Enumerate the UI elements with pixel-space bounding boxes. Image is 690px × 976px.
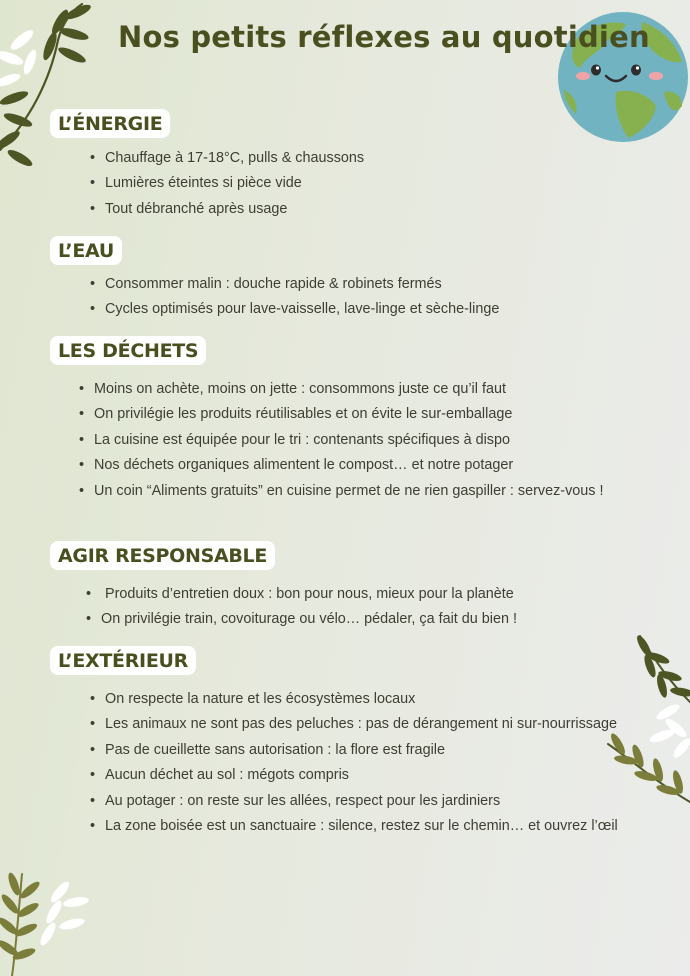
list-item: • Produits d’entretien doux : bon pour nous, mieux pour la planète xyxy=(86,582,646,607)
section-heading-eau: L’EAU xyxy=(50,236,122,265)
list-item: • On privilégie les produits réutilisables et on évite le sur-emballage xyxy=(79,402,627,427)
list-item: • Moins on achète, moins on jette : consommons juste ce qu’il faut xyxy=(79,377,627,402)
page-title: Nos petits réflexes au quotidien xyxy=(118,20,650,54)
list-item: • On respecte la nature et les écosystèmes locaux xyxy=(90,687,630,712)
list-dechets xyxy=(79,377,627,504)
list-agir-responsable xyxy=(86,582,646,633)
list-energie xyxy=(90,146,630,222)
list-item: • Tout débranché après usage xyxy=(90,197,630,222)
list-exterieur xyxy=(90,687,630,839)
list-item: • La zone boisée est un sanctuaire : silence, restez sur le chemin… et ouvrez l’œil xyxy=(90,814,630,839)
list-item: • Les animaux ne sont pas des peluches : pas de dérangement ni sur-nourrissage xyxy=(90,712,630,737)
list-item: • Au potager : on reste sur les allées, respect pour les jardiniers xyxy=(90,789,630,814)
list-item: • Consommer malin : douche rapide & robinets fermés xyxy=(90,272,650,297)
list-item: • La cuisine est équipée pour le tri : contenants spécifiques à dispo xyxy=(79,428,627,453)
section-heading-energie: L’ÉNERGIE xyxy=(50,109,170,138)
list-item: • Nos déchets organiques alimentent le compost… et notre potager xyxy=(79,453,627,478)
section-heading-exterieur: L’EXTÉRIEUR xyxy=(50,646,196,675)
list-item: • Pas de cueillette sans autorisation : la flore est fragile xyxy=(90,738,630,763)
list-item: • Cycles optimisés pour lave-vaisselle, lave-linge et sèche-linge xyxy=(90,297,650,322)
section-heading-agir-responsable: AGIR RESPONSABLE xyxy=(50,541,275,570)
list-item: • Un coin “Aliments gratuits” en cuisine permet de ne rien gaspiller : servez-vous ! xyxy=(79,479,627,504)
section-heading-dechets: LES DÉCHETS xyxy=(50,336,206,365)
list-item: • Chauffage à 17-18°C, pulls & chaussons xyxy=(90,146,630,171)
list-item: • On privilégie train, covoiturage ou vélo… pédaler, ça fait du bien ! xyxy=(86,607,646,632)
list-item: • Aucun déchet au sol : mégots compris xyxy=(90,763,630,788)
list-eau xyxy=(90,272,650,323)
leaf-branch-bottom-left-icon xyxy=(0,868,100,976)
list-item: • Lumières éteintes si pièce vide xyxy=(90,171,630,196)
